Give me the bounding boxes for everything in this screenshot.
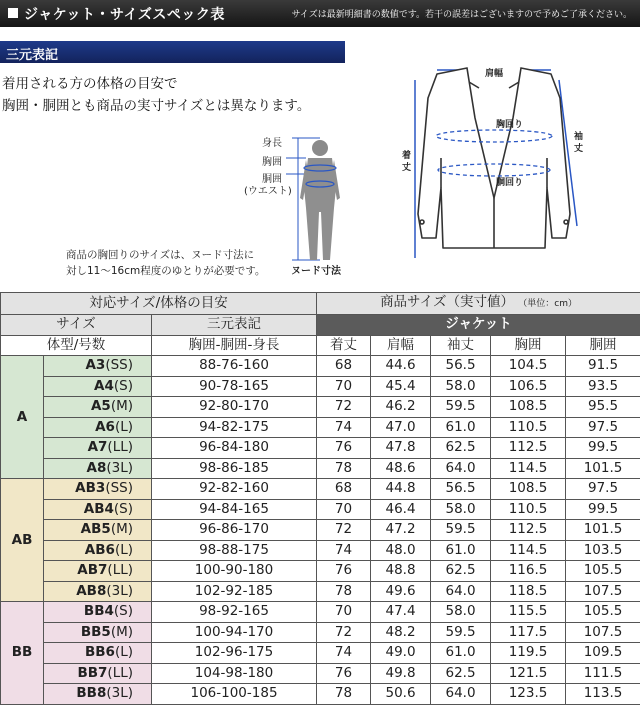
table-row [1, 458, 640, 479]
cell-three: 92-80-170 [152, 397, 317, 418]
size-code: BB8 [76, 685, 107, 702]
cell-three: 90-78-165 [152, 376, 317, 397]
cell-three: 96-84-180 [152, 438, 317, 459]
size-paren: (M) [110, 521, 133, 538]
cell-sh: 44.8 [371, 479, 431, 500]
cell-sl: 59.5 [431, 622, 491, 643]
label-height: 身長 [262, 138, 282, 149]
cell-ch: 114.5 [491, 540, 566, 561]
header-bar [0, 0, 640, 27]
cell-sh: 44.6 [371, 356, 431, 377]
header-size: サイズ [1, 315, 152, 336]
jacket-label-length-2: 丈 [402, 163, 412, 173]
cell-sh: 47.0 [371, 417, 431, 438]
table-row [1, 602, 640, 623]
table-row [1, 356, 640, 377]
size-spec-table [0, 292, 640, 705]
size-cell [44, 540, 152, 561]
cell-three: 98-88-175 [152, 540, 317, 561]
cell-wa: 97.5 [566, 417, 640, 438]
table-row [1, 561, 640, 582]
cell-len: 74 [317, 417, 371, 438]
size-code: A6 [95, 418, 115, 435]
group-label: AB [1, 479, 44, 602]
size-code: AB6 [84, 541, 115, 558]
size-code: BB4 [83, 603, 114, 620]
cell-ch: 112.5 [491, 438, 566, 459]
cell-three: 98-92-165 [152, 602, 317, 623]
cell-ch: 115.5 [491, 602, 566, 623]
cell-three: 104-98-180 [152, 663, 317, 684]
col-waist: 胴囲 [566, 335, 640, 356]
cell-len: 68 [317, 356, 371, 377]
cell-sh: 47.4 [371, 602, 431, 623]
size-cell [44, 602, 152, 623]
label-waist-sub: (ウエスト) [244, 186, 292, 197]
table-row [1, 417, 640, 438]
header-product-size [317, 293, 640, 315]
label-waist: 胴囲 [262, 174, 282, 185]
size-paren: (3L) [106, 685, 133, 702]
cell-sl: 56.5 [431, 479, 491, 500]
size-paren: (3L) [106, 459, 133, 476]
cell-ch: 104.5 [491, 356, 566, 377]
col-chest: 胸囲 [491, 335, 566, 356]
label-chest: 胸囲 [262, 157, 282, 168]
size-cell [44, 397, 152, 418]
cell-three: 100-94-170 [152, 622, 317, 643]
cell-three: 106-100-185 [152, 684, 317, 705]
cell-len: 68 [317, 479, 371, 500]
size-cell [44, 356, 152, 377]
table-row [1, 684, 640, 705]
cell-ch: 117.5 [491, 622, 566, 643]
size-cell [44, 684, 152, 705]
cell-ch: 112.5 [491, 520, 566, 541]
nude-size-label: ヌード寸法 [291, 266, 341, 277]
size-cell [44, 520, 152, 541]
cell-len: 78 [317, 458, 371, 479]
size-cell [44, 581, 152, 602]
jacket-label-length [402, 150, 411, 174]
cell-sh: 46.4 [371, 499, 431, 520]
size-cell [44, 561, 152, 582]
size-cell [44, 438, 152, 459]
cell-three: 94-82-175 [152, 417, 317, 438]
cell-three: 98-86-185 [152, 458, 317, 479]
size-cell [44, 417, 152, 438]
cell-wa: 109.5 [566, 643, 640, 664]
cell-sh: 45.4 [371, 376, 431, 397]
cell-wa: 107.5 [566, 622, 640, 643]
cell-ch: 114.5 [491, 458, 566, 479]
cell-sh: 49.8 [371, 663, 431, 684]
table-row [1, 520, 640, 541]
cell-len: 70 [317, 376, 371, 397]
cell-len: 76 [317, 663, 371, 684]
table-header-row-3 [1, 335, 640, 356]
size-cell [44, 499, 152, 520]
cell-len: 78 [317, 684, 371, 705]
cell-wa: 101.5 [566, 520, 640, 541]
jacket-label-sleeve [574, 131, 583, 155]
cell-sl: 62.5 [431, 438, 491, 459]
size-code: A8 [86, 459, 107, 476]
cell-ch: 116.5 [491, 561, 566, 582]
cell-three: 100-90-180 [152, 561, 317, 582]
cell-wa: 105.5 [566, 561, 640, 582]
table-header-row-1 [1, 293, 640, 315]
size-code: AB7 [77, 562, 108, 579]
cell-sl: 62.5 [431, 561, 491, 582]
cell-len: 74 [317, 540, 371, 561]
table-row [1, 376, 640, 397]
cell-ch: 119.5 [491, 643, 566, 664]
cell-sl: 64.0 [431, 581, 491, 602]
cell-len: 74 [317, 643, 371, 664]
cell-wa: 101.5 [566, 458, 640, 479]
table-row [1, 643, 640, 664]
cell-wa: 99.5 [566, 499, 640, 520]
cell-ch: 106.5 [491, 376, 566, 397]
size-code: BB5 [80, 623, 111, 640]
col-three-values: 胸囲-胴囲-身長 [152, 335, 317, 356]
size-cell [44, 663, 152, 684]
cell-sh: 48.2 [371, 622, 431, 643]
cell-sl: 64.0 [431, 684, 491, 705]
unit-label: （単位：cm） [518, 299, 577, 309]
cell-sh: 47.8 [371, 438, 431, 459]
jacket-label-shoulder: 肩幅 [485, 69, 504, 79]
table-row [1, 663, 640, 684]
col-shoulder: 肩幅 [371, 335, 431, 356]
cell-len: 72 [317, 397, 371, 418]
cell-wa: 99.5 [566, 438, 640, 459]
cell-len: 70 [317, 499, 371, 520]
cell-ch: 121.5 [491, 663, 566, 684]
table-header-row-2 [1, 315, 640, 336]
jacket-label-chest: 胸回り [496, 120, 524, 130]
cell-wa: 93.5 [566, 376, 640, 397]
col-type: 体型/号数 [1, 335, 152, 356]
size-paren: (L) [114, 418, 133, 435]
cell-len: 72 [317, 520, 371, 541]
cell-sl: 58.0 [431, 602, 491, 623]
cell-sl: 58.0 [431, 376, 491, 397]
header-product-size-text: 商品サイズ（実寸値） [380, 294, 514, 310]
size-code: BB6 [84, 644, 115, 661]
size-paren: (SS) [105, 357, 133, 374]
table-row [1, 499, 640, 520]
size-paren: (LL) [107, 664, 133, 681]
jacket-label-sleeve-2: 丈 [574, 144, 584, 154]
size-paren: (S) [113, 603, 133, 620]
size-cell [44, 622, 152, 643]
cell-wa: 107.5 [566, 581, 640, 602]
cell-len: 76 [317, 438, 371, 459]
size-code: AB4 [83, 500, 114, 517]
cell-wa: 111.5 [566, 663, 640, 684]
cell-sh: 49.6 [371, 581, 431, 602]
table-row [1, 622, 640, 643]
cell-three: 96-86-170 [152, 520, 317, 541]
size-cell [44, 479, 152, 500]
cell-len: 76 [317, 561, 371, 582]
size-cell [44, 458, 152, 479]
cell-sh: 48.6 [371, 458, 431, 479]
header-three: 三元表記 [152, 315, 317, 336]
size-paren: (LL) [107, 562, 133, 579]
size-code: AB8 [76, 582, 107, 599]
cell-three: 102-96-175 [152, 643, 317, 664]
size-paren: (L) [114, 541, 133, 558]
cell-wa: 97.5 [566, 479, 640, 500]
table-row [1, 397, 640, 418]
cell-sh: 50.6 [371, 684, 431, 705]
jacket-diagram-icon [395, 58, 590, 268]
size-paren: (S) [113, 500, 133, 517]
header-jacket: ジャケット [317, 315, 640, 336]
cell-ch: 110.5 [491, 499, 566, 520]
jacket-label-length-1: 着 [402, 151, 412, 161]
size-code: AB3 [75, 480, 106, 497]
size-paren: (L) [114, 644, 133, 661]
figure-note-1: 商品の胸回りのサイズは、ヌード寸法に [66, 249, 255, 261]
size-paren: (3L) [106, 582, 133, 599]
col-length: 着丈 [317, 335, 371, 356]
cell-wa: 105.5 [566, 602, 640, 623]
cell-ch: 108.5 [491, 397, 566, 418]
cell-sl: 61.0 [431, 417, 491, 438]
header-fit-guide: 対応サイズ/体格の目安 [1, 293, 317, 315]
cell-sh: 48.8 [371, 561, 431, 582]
group-label: BB [1, 602, 44, 705]
size-code: BB7 [77, 664, 108, 681]
cell-len: 72 [317, 622, 371, 643]
size-paren: (S) [113, 377, 133, 394]
jacket-label-sleeve-1: 袖 [574, 132, 584, 142]
cell-len: 70 [317, 602, 371, 623]
size-code: A3 [85, 357, 106, 374]
size-code: A4 [94, 377, 114, 394]
size-code: A7 [87, 439, 108, 456]
cell-ch: 123.5 [491, 684, 566, 705]
cell-three: 88-76-160 [152, 356, 317, 377]
cell-sh: 46.2 [371, 397, 431, 418]
header-note: サイズは最新明細書の数値です。若干の誤差はございますので予めご了承ください。 [291, 10, 632, 20]
size-code: A5 [90, 398, 111, 415]
cell-len: 78 [317, 581, 371, 602]
table-row [1, 479, 640, 500]
table-row [1, 581, 640, 602]
title-square-icon [8, 8, 18, 18]
cell-ch: 118.5 [491, 581, 566, 602]
figure-note-2: 対し11〜16cm程度のゆとりが必要です。 [66, 265, 266, 277]
intro-line-2: 胸囲・胴囲とも商品の実寸サイズとは異なります。 [2, 98, 311, 114]
cell-sl: 64.0 [431, 458, 491, 479]
table-row [1, 438, 640, 459]
cell-sl: 62.5 [431, 663, 491, 684]
cell-sh: 49.0 [371, 643, 431, 664]
cell-wa: 113.5 [566, 684, 640, 705]
table-row [1, 540, 640, 561]
cell-ch: 110.5 [491, 417, 566, 438]
intro-line-1: 着用される方の体格の目安で [2, 76, 178, 92]
cell-sh: 48.0 [371, 540, 431, 561]
size-code: AB5 [80, 521, 111, 538]
cell-wa: 103.5 [566, 540, 640, 561]
cell-three: 92-82-160 [152, 479, 317, 500]
section-title: 三元表記 [6, 48, 59, 63]
cell-wa: 95.5 [566, 397, 640, 418]
col-sleeve: 袖丈 [431, 335, 491, 356]
page-title: ジャケット・サイズスペック表 [24, 7, 225, 23]
cell-three: 102-92-185 [152, 581, 317, 602]
cell-sl: 56.5 [431, 356, 491, 377]
size-paren: (M) [110, 623, 133, 640]
cell-ch: 108.5 [491, 479, 566, 500]
cell-sl: 59.5 [431, 397, 491, 418]
body-silhouette-icon [286, 128, 366, 268]
size-paren: (LL) [107, 439, 133, 456]
size-paren: (M) [110, 398, 133, 415]
group-label: A [1, 356, 44, 479]
cell-sl: 61.0 [431, 643, 491, 664]
cell-sl: 58.0 [431, 499, 491, 520]
cell-sl: 61.0 [431, 540, 491, 561]
section-header [0, 41, 345, 63]
cell-three: 94-84-165 [152, 499, 317, 520]
cell-sl: 59.5 [431, 520, 491, 541]
size-paren: (SS) [105, 480, 133, 497]
cell-sh: 47.2 [371, 520, 431, 541]
jacket-label-waist: 胴回り [496, 178, 524, 188]
cell-wa: 91.5 [566, 356, 640, 377]
size-cell [44, 643, 152, 664]
size-cell [44, 376, 152, 397]
